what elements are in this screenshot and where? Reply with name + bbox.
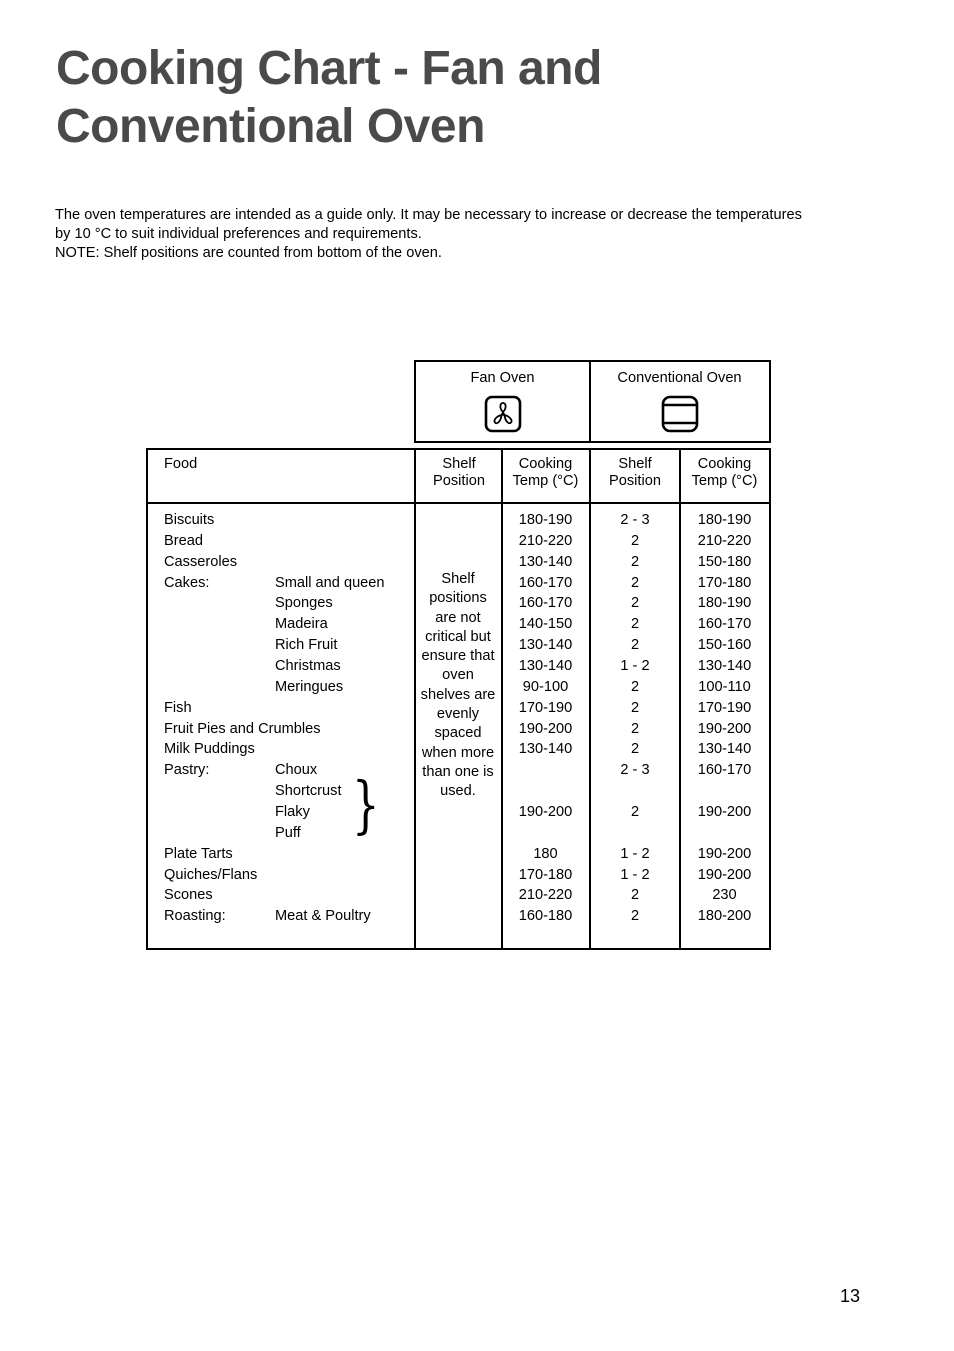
conventional-temp-cell: 130-140 [697, 658, 752, 674]
table-border [414, 360, 771, 362]
note-line: used. [440, 783, 476, 800]
food-subtype-cell: Rich Fruit [275, 637, 338, 654]
fan-temp-cell: 180-190 [518, 512, 573, 528]
conventional-shelf-cell: 2 - 3 [620, 762, 650, 779]
food-subtype-cell: Flaky [275, 803, 310, 820]
food-subtype-cell: Madeira [275, 616, 328, 633]
conventional-shelf-cell: 2 [630, 699, 640, 716]
table-border [146, 448, 148, 950]
note-line: ensure that [421, 648, 495, 665]
fan-temp-cell: 90-100 [522, 678, 569, 695]
conventional-oven-label: Conventional Oven [617, 370, 742, 386]
conventional-temp-cell: 170-180 [697, 574, 752, 591]
conventional-shelf-cell: 2 [630, 637, 640, 654]
table-border [414, 441, 771, 443]
note-line: evenly [436, 706, 480, 723]
conventional-shelf-cell: 1 - 2 [620, 845, 650, 862]
header-line: Temp (°C) [512, 473, 579, 489]
header-line: Position [609, 473, 661, 489]
note-line: critical but [425, 628, 491, 645]
food-subtype-cell: Christmas [275, 658, 341, 674]
food-cell: Casseroles [164, 553, 237, 570]
food-subtype-cell: Meringues [275, 678, 344, 695]
note-line: Shelf [441, 571, 475, 587]
fan-temp-cell: 170-190 [518, 699, 573, 716]
intro-line-1: The oven temperatures are intended as a guide only. It may be necessary to increase or decrease the temperatures [55, 207, 802, 223]
fan-temp-cell: 130-140 [518, 637, 573, 654]
food-subtype-cell: Puff [275, 824, 301, 841]
conventional-shelf-cell: 1 - 2 [620, 658, 650, 674]
header-line: Cooking [518, 456, 573, 472]
food-cell: Fish [164, 699, 192, 716]
fan-temp-cell: 210-220 [518, 887, 573, 904]
conventional-temp-cell: 190-200 [697, 720, 752, 737]
conventional-shelf-cell: 2 - 3 [620, 512, 650, 528]
conventional-temp-cell: 190-200 [697, 845, 752, 862]
table-border [146, 948, 771, 950]
conventional-shelf-position-header [590, 456, 680, 490]
fan-temp-cell: 160-170 [518, 574, 573, 591]
header-line: Position [433, 473, 485, 489]
conventional-shelf-cell: 2 [630, 532, 640, 549]
food-cell: Plate Tarts [164, 845, 233, 862]
conventional-shelf-cell: 2 [630, 574, 640, 591]
title-line-2: Conventional Oven [56, 100, 485, 153]
conventional-temp-cell: 190-200 [697, 803, 752, 820]
food-cell: Milk Puddings [164, 741, 255, 758]
header-line: Cooking [697, 456, 752, 472]
pastry-group-brace: } [352, 768, 380, 841]
fan-temp-cell: 170-180 [518, 866, 573, 883]
table-border [769, 448, 771, 950]
fan-shelf-position-header [416, 456, 502, 490]
note-line: positions [429, 590, 487, 607]
food-cell: Quiches/Flans [164, 866, 258, 883]
intro-note: NOTE: Shelf positions are counted from bottom of the oven. [55, 245, 442, 261]
conventional-temp-cell: 150-160 [697, 637, 752, 654]
fan-temp-cell: 130-140 [518, 658, 573, 674]
note-line: spaced [434, 725, 482, 742]
food-subtype-cell: Meat & Poultry [275, 908, 371, 925]
food-cell: Roasting: [164, 908, 226, 925]
fan-temp-cell: 190-200 [518, 803, 573, 820]
table-border [769, 360, 771, 443]
header-line: Shelf [442, 456, 476, 472]
conventional-temp-cell: 170-190 [697, 699, 752, 716]
conventional-shelf-cell: 2 [630, 678, 640, 695]
fan-temp-cell: 190-200 [518, 720, 573, 737]
conventional-temp-cell: 130-140 [697, 741, 752, 758]
note-line: than one is [422, 763, 494, 780]
title-line-1: Cooking Chart - Fan and [56, 42, 602, 95]
fan-temp-cell: 180 [533, 845, 558, 862]
conventional-temp-cell: 180-190 [697, 595, 752, 612]
conventional-temp-cell: 150-180 [697, 553, 752, 570]
note-line: are not [435, 609, 481, 626]
conventional-temp-cell: 180-200 [697, 908, 752, 925]
fan-temp-cell: 160-180 [518, 908, 573, 925]
page-number: 13 [840, 1286, 861, 1306]
note-line: shelves are [420, 686, 496, 703]
conventional-temp-cell: 160-170 [697, 762, 752, 779]
conventional-shelf-cell: 1 - 2 [620, 866, 650, 883]
conventional-temp-cell: 100-110 [698, 678, 751, 695]
intro-text [55, 206, 885, 263]
header-line: Shelf [618, 456, 652, 472]
conventional-shelf-cell: 2 [630, 553, 640, 570]
conventional-temp-cell: 210-220 [697, 532, 752, 549]
table-border [146, 448, 771, 450]
conventional-temp-cell: 190-200 [697, 866, 752, 883]
fan-temp-cell: 160-170 [518, 595, 573, 612]
conventional-shelf-cell: 2 [630, 595, 640, 612]
food-cell: Bread [164, 532, 203, 549]
food-subtype-cell: Shortcrust [275, 783, 342, 799]
conventional-cooking-temp-header [680, 456, 769, 490]
conventional-temp-cell: 180-190 [697, 512, 752, 528]
table-border [146, 502, 771, 504]
fan-oven-icon [484, 395, 522, 433]
conventional-shelf-cell: 2 [630, 908, 640, 925]
conventional-temp-cell: 230 [712, 887, 737, 904]
note-line: oven [442, 667, 474, 684]
food-cell: Cakes: [164, 574, 210, 591]
note-line: when more [421, 744, 495, 761]
food-subtype-cell: Small and queen [275, 574, 385, 591]
conventional-shelf-cell: 2 [630, 803, 640, 820]
food-cell: Scones [164, 887, 213, 904]
food-subtype-cell: Choux [275, 762, 318, 779]
food-cell: Fruit Pies and Crumbles [164, 720, 321, 737]
fan-temp-cell: 210-220 [518, 532, 573, 549]
conventional-shelf-cell: 2 [630, 741, 640, 758]
fan-temp-cell: 130-140 [518, 741, 573, 758]
conventional-oven-icon [661, 395, 699, 433]
conventional-temp-cell: 160-170 [697, 616, 752, 633]
page-title [56, 40, 602, 156]
food-column-header: Food [164, 456, 198, 472]
food-cell: Pastry: [164, 762, 210, 779]
intro-line-2: by 10 °C to suit individual preferences and requirements. [55, 226, 422, 242]
food-subtype-cell: Sponges [275, 595, 333, 612]
conventional-shelf-cell: 2 [630, 887, 640, 904]
fan-temp-cell: 130-140 [518, 553, 573, 570]
fan-oven-label: Fan Oven [470, 370, 535, 386]
header-line: Temp (°C) [691, 473, 758, 489]
food-cell: Biscuits [164, 512, 215, 528]
fan-cooking-temp-header [502, 456, 589, 490]
fan-temp-cell: 140-150 [518, 616, 573, 633]
conventional-shelf-cell: 2 [630, 720, 640, 737]
fan-shelf-note [415, 570, 501, 802]
conventional-shelf-cell: 2 [630, 616, 640, 633]
